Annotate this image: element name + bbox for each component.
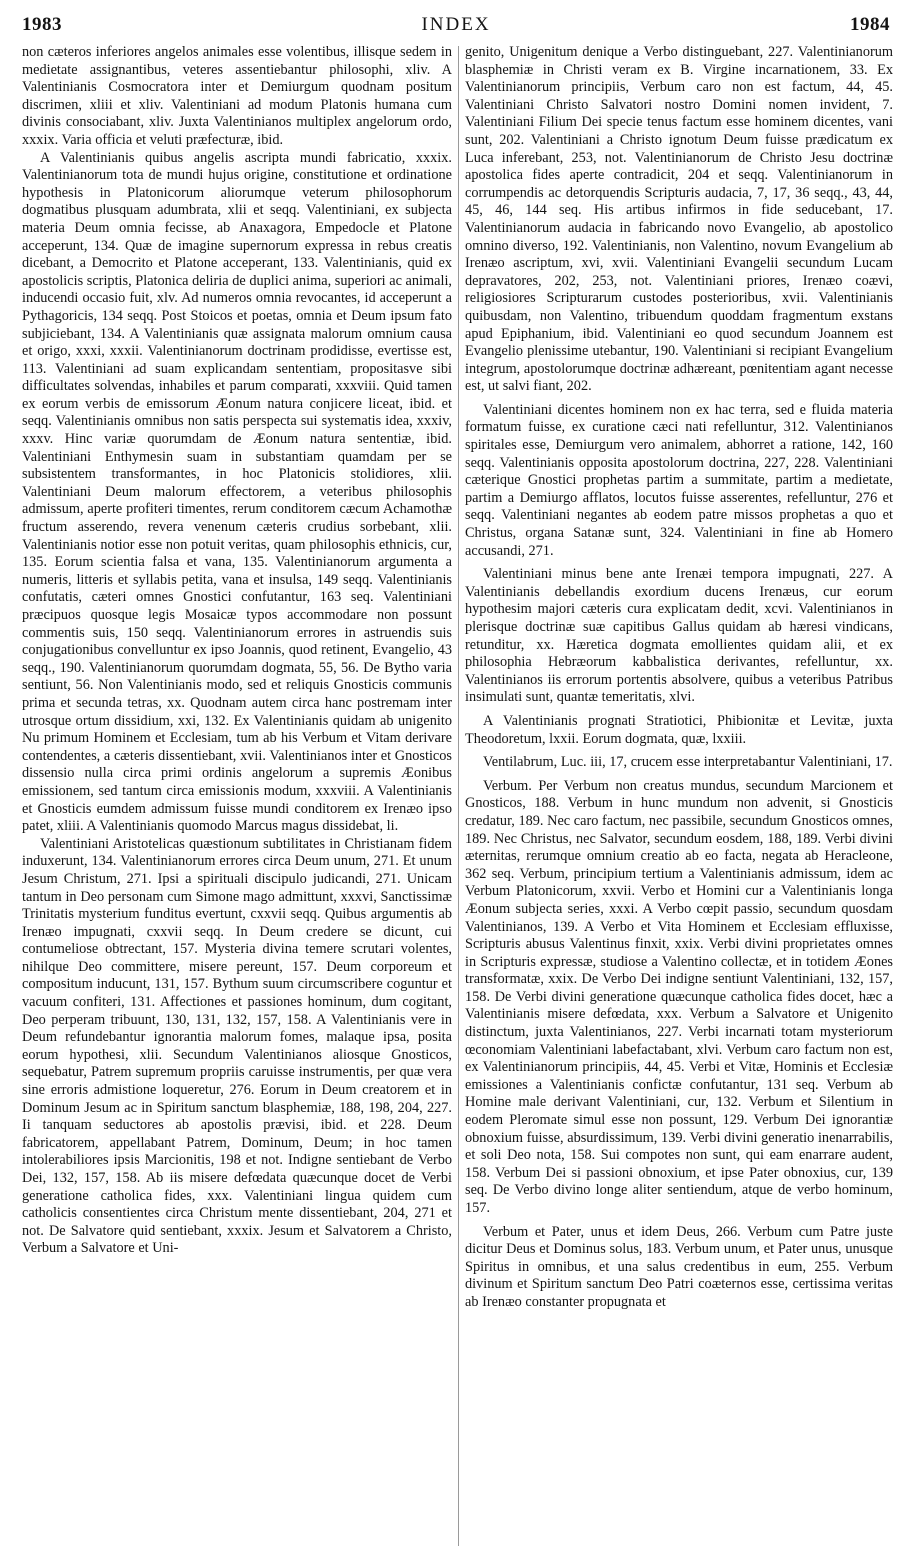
index-entry: Verbum et Pater, unus et idem Deus, 266. Verbum cum Patre juste dicitur Deus et Dominus solus, 183. Verbum unum, et Pater unus, unusque Spiritus in omnibus, et una salus credentibus in eum, 255. Verbum divinum et Spiritum sanctum Deo Patri coæternos esse, certissima veritas ab Irenæo constanter propugnata et bbox=[465, 1223, 893, 1310]
index-entry: Ventilabrum, Luc. iii, 17, crucem esse interpretabantur Valentiniani, 17. bbox=[483, 754, 893, 771]
index-entry: Verbum. Per Verbum non creatus mundus, secundum Marcionem et Gnosticos, 188. Verbum in hunc mundum non advenit, si Gnosticis credatur, 189. Nec caro factum, nec passibile, secundum Gnosticos omnes, 189. Nec Christus, nec Salvator, secundum eosdem, 188, 189. Verbi divini æternitas, rerumque omnium creatio ab eo facta, negata ab Heracleone, 362 seq. Verbum, principium tertium a Valentinianis admissum, idem ac Verbum Platonicorum, xxvii. Verbo et Homini cur a Valentinianis longa Æonum subjecta series, xxxi. A Verbo cœpit passio, secundum quosdam Valentinianos, 139. A Verbo et Vita Hominem et Ecclesiam effluxisse, Scripturis abusus Valentinus finxit, xxix. Verbi divini proprietates omnes in Scripturis expressæ, studiose a Valentino collectæ, et in totidem Æones transformatæ, xxix. De Verbo Dei indigne sentiunt Valentiniani, 132, 157, 158. De Verbi divini generatione quæcunque catholica fides docet, hæc a Valentinianis misere defœdata, xxx. Verbum a Salvatore et Unigenito distinctum, juxta Valentinianos, 227. Verbi incarnati totam mysteriorum œconomiam Valentiniani labefactabant, xlvi. Verbum caro factum non est, ex Valentinianorum principiis, 44, 45. Verbi et Vitæ, Hominis et Ecclesiæ emissiones a Valentinianis confictæ confutantur, 131 seq. Verbum ab Homine male derivant Valentiniani, cur, 132. Verbum et Silentium in eodem Pleromate simul esse non possunt, 129. Verbum Dei ignorantiæ obnoxium fuisse, absurdissimum, 139. Verbi divini generatio inenarrabilis, et soli Deo nota, 158. Sui compotes non sunt, qui eam enarrare audent, 158. Verbum Dei si passioni obnoxium, et ipse Pater obnoxius, cur, 139 seq. De Verbo divino longe aliter sentiendum, atque de verbo hominum, 157. bbox=[465, 777, 893, 1216]
page-number-left: 1983 bbox=[22, 14, 62, 35]
running-head bbox=[22, 14, 890, 42]
index-column-left bbox=[22, 44, 452, 1549]
column-divider bbox=[458, 46, 459, 1546]
running-title: INDEX bbox=[421, 14, 491, 35]
index-entry: A Valentinianis prognati Stratiotici, Phibionitæ et Levitæ, juxta Theodoretum, lxxii. Eorum dogmata, quæ, lxxiii. bbox=[465, 712, 893, 747]
page-number-right: 1984 bbox=[850, 14, 890, 35]
index-entry: Valentiniani minus bene ante Irenæi tempora impugnati, 227. A Valentinianis debellandis exordium ducens Irenæus, cur eorum hypothesim majori cæteris cura explicatam dedit, xcvi. Valentinianos in plerisque doctrinæ suæ capitibus Gallus quidam ab hæresi vindicans, retunditur, xx. Hæretica dogmata emollientes quidam alii, et ex philosophia Hebræorum kabbalistica derivantes, refelluntur, xx. Valentinianos iis errorum portentis absolvere, quibus a veteribus Patribus insimulati sunt, quantæ temeritatis, xlvi. bbox=[465, 566, 893, 706]
index-entry: Valentiniani Aristotelicas quæstionum subtilitates in Christianam fidem induxerunt, 134. Valentinianorum errores circa Deum unum, 271. Et unum Jesum Christum, 271. Ipsi a spirituali discipulo judicandi, 271. Unicam tantum in Deo personam cum Simone mago admittunt, xxxvi, Sanctissimæ Trinitatis mysterium funditus evertunt, cxxvii seqq. Quibus argumentis ab Irenæo impugnati, cxxvii seqq. In Deum credere se dicunt, cui contumeliose obtrectant, 157. Mysteria divina temere scrutari volentes, nihilque Deo committere, misere pereunt, 157. Deum corporeum et compositum inducunt, 131, 157. Bythum suum circumscribere coguntur et vacuum confiteri, 131. Affectiones et passiones hominum, dum cogitant, Deo perperam tribuunt, 130, 131, 132, 157, 158. A Valentinianis vere in Deum refundebantur ignorantia malorum fomes, malaque ipsa, posita eorum hypothesi, xlii. Secundum Valentinianos aliosque Gnosticos, sequebatur, Patrem supremum propriis caruisse instrumentis, per quæ vera sine erroris admistione loqueretur, 276. Eorum in Deum creatorem et in Dominum Jesum ac in Spiritum sanctum blasphemiæ, 188, 198, 204, 227. Ii tanquam seductores ab apostolis prævisi, ibid. et 228. Deum fabricatorem, appellabant Patrem, Dominum, Deum; in hoc tamen intolerabiliores ipsis Marcionitis, 198 et not. Indigne sentiebant de Verbo Dei, 132, 157, 158. Ab iis misere defœdata quæcunque docet de Verbi generatione catholica fides, xxx. Valentiniani lingua quidem cum catholicis consentientes circa Christum mente dissentiebant, 204, 271 et not. De Salvatore quid sentiebant, xxxix. Jesum et Salvatorem a Christo, Verbum a Salvatore et Uni- bbox=[22, 835, 452, 1257]
index-entry: non cæteros inferiores angelos animales esse volentibus, illisque sedem in medietate assignantibus, veteres assentiebantur philosophi, xliv. A Valentinianis Cosmocratora inter et Demiurgum quodnam positum discrimen, xliii et xliv. Valentiniani ad modum Platonis humana cum divinis consociabant, xliv. Juxta Valentinianos multiplex angelorum ordo, xxxix. Varia officia et veluti præfecturæ, ibid. bbox=[22, 44, 452, 148]
index-entry: Valentiniani dicentes hominem non ex hac terra, sed e fluida materia formatum fuisse, ex curatione cæci nati refelluntur, 312. Valentinianos spiritales esse, Demiurgum vero animalem, abhorret a ratione, 142, 160 seqq. Valentinianis opposita apostolorum doctrina, 227, 228. Valentiniani cæterique Gnostici prophetas partim a summitate, partim a medietate, partim a Demiurgo afflatos, locutos fuisse asserentes, refelluntur, 276 et seqq. Valentiniani negantes ab eodem patre missos prophetas a quo et Christus, organa Satanæ sunt, 324. Valentiniani in fine ab Homero accusandi, 271. bbox=[465, 401, 893, 559]
index-entry: A Valentinianis quibus angelis ascripta mundi fabricatio, xxxix. Valentinianorum tota de mundi hujus origine, constitutione et ordinatione hypothesis in Platonicorum aliorumque veterum philosophorum dogmatibus plusquam adumbrata, xlii et seqq. Valentiniani, ex subjecta materia Deum omnia fecisse, ab Anaxagora, Empedocle et Platone acceperunt, 134. Quæ de imagine supernorum expressa in rebus creatis dicebant, a Democrito et Platone acceperant, 133. Valentinianis, quid ex apostolicis scriptis, Platonica deliria de duplici anima, superiori ac animali, inducendi occasio fuit, xlv. Ad numeros omnia revocantes, id acceperunt a Pythagoricis, 134 seqq. Post Stoicos et poetas, omnia et Deum ipsum fato subjiciebant, 134. A Valentinianis quæ assignata malorum omnium causa et origo, xxxi, xxxii. Valentinianorum doctrinam prodidisse, evertisse est, 113. Valentiniani ad suam explicandam sententiam, propositasve sibi difficultates solvendas, inhabiles et parum comparati, xxxviii. Quid tamen ex eorum verbis de emissorum Æonum natura conjicere liceat, ibid. et seqq. Valentinianis omnibus non satis perspecta sui systematis idea, xxxiv, xxxv. Hinc variæ quorumdam de Æonum natura sententiæ, ibid. Valentiniani Enthymesin suam in substantiam quamdam per se subsistentem transformantes, in hoc Platonicis stolidiores, xlii. Valentiniani Deum malorum effectorem, a veteribus philosophis admissum, aperte profiteri timentes, rerum conditorem cæcum Achamothæ fructum asserendo, revera venenum cæteris crudius sorbebant, xlii. Valentinianis notior esse non potuit veritas, quam philosophis ethnicis, cur, 135. Eorum scientia falsa et vana, 135. Valentinianorum argumenta a numeris, litteris et syllabis petita, vana et insulsa, 149 seqq. Valentinianis confutatis, cæteri omnes Gnostici confutantur, 163 seq. Valentiniani præcipuos quosque legis Mosaicæ typos accommodare non possunt commentis suis, 150 seqq. Valentinianorum errores in astruendis suis conjugationibus convelluntur ex ipso Joannis, quod retinent, Evangelio, 43 seqq., 190. Valentinianorum quorumdam dogmata, 55, 56. De Bytho varia sentiunt, 56. Non Valentinianis modo, sed et reliquis Gnosticis communis prima et secunda tetras, xx. Quodnam autem circa hanc postremam inter utrosque ortum dissidium, xxi, 132. Ex Valentinianis quidam ab unigenito Nu primum Hominem et Ecclesiam, tum ab his Verbum et Vitam derivare contendentes, a cæteris dissentiebant, xvii. Valentinianos inter et Gnosticos dissensio nulla circa primi ordinis angelorum a supremis Æonibus emissionem, sed tantum circa emissionis modum, xxxviii. A Valentinianis et Gnosticis eumdem admissum fuisse mundi conditorem ex Irenæo ipso patet, xliii. A Valentinianis quomodo Marcus magus dissidebat, li. bbox=[22, 149, 452, 835]
index-entry: genito, Unigenitum denique a Verbo distinguebant, 227. Valentinianorum blasphemiæ in Christi veram ex B. Virgine incarnationem, 33. Ex Valentinianorum principiis, Verbum caro non est factum, 44, 45. Valentiniani Christo Salvatori nostro Domini nomen invident, 7. Valentiniani Filium Dei specie tenus factum esse hominem dicentes, vani sunt, 202. Valentiniani a Christo ignotum Deum fuisse prædicatum ex Luca inferebant, 253, not. Valentinianorum de Christo Jesu doctrinæ apostolica fides aperte contradicit, 204 et seqq. Valentinianorum in corrumpendis ac detorquendis Scripturis audacia, 7, 17, 36 seqq., 43, 44, 45, 46, 144 seq. His artibus infirmos in fide seducebant, 17. Valentinianorum audacia in fabricando novo Evangelio, ab apostolico omnino diverso, 192. Valentinianis, non Valentino, novum Evangelium ab Irenæo ascriptum, xvi, xvii. Valentiniani Evangelii secundum Lucam depravatores, 202, 253, not. Valentiniani priores, Irenæo coævi, religiosiores Scripturarum custodes posterioribus, xvii. Valentinianis quibusdam, non Valentino, tribuendum quoddam fragmentum exstans apud Epiphanium, ibid. Valentiniani eo quod secundum Joannem est Evangelio plenissime utebantur, 190. Valentiniani si recipiant Evangelium integrum, apostolorumque doctrinæ adhæreant, pœnitentiam agant necesse est, ut salvi fiant, 202. bbox=[465, 44, 893, 395]
index-column-right bbox=[465, 44, 893, 1549]
